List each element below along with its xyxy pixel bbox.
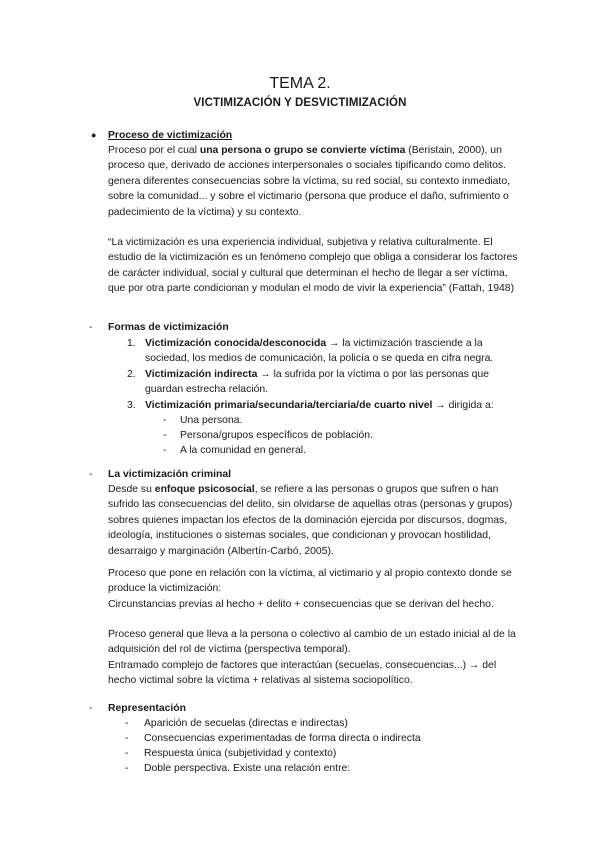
dash-marker: - [163,415,167,426]
list-item [145,398,545,413]
dash-marker: - [89,322,93,333]
list-item [145,367,525,398]
page-title: TEMA 2. [269,75,331,92]
dash-marker: - [125,763,129,774]
list-item-text: → la victimización trasciende a la sociedad, los medios de comunicación, la policía o se queda en cifra negra. [145,338,494,365]
list-item-bold: Victimización conocida/desconocida [145,338,327,349]
list-item-bold: Victimización indirecta [145,369,258,380]
section-paragraph [108,627,526,689]
dash-marker: - [89,469,93,480]
paragraph-text: , se refiere a las personas o grupos que sufren o han sufrido las consecuencias del delito, sin olvidarse de aquellas otras (personas y grupos) sobres quienes impactan los efectos de la dominación ejercida por discursos, dogmas, ideología, instituciones o sistemas sociales, que condicionan y provocan hostilidad, desarraigo y marginación (Albertín-Carbó, 2005). [108,484,513,557]
paragraph-text: Proceso que pone en relación con la víctima, al victimario y al propio contexto donde se produce la victimización: [108,568,512,595]
page-subtitle: VICTIMIZACIÓN Y DESVICTIMIZACIÓN [193,97,407,109]
sub-list-item: A la comunidad en general. [180,445,306,456]
section-paragraph [108,143,526,220]
sub-list-item: Una persona. [180,415,243,426]
section-paragraph [108,482,526,559]
dash-marker: - [125,748,129,759]
list-number: 2. [127,369,136,380]
paragraph-bold-text: una persona o grupo se convierte víctima [199,145,406,156]
paragraph-text: Desde su [108,484,155,495]
bullet-marker: ● [91,130,97,140]
dash-marker: - [163,445,167,456]
paragraph-bold-text: enfoque psicosocial [154,484,255,495]
dash-marker: - [125,733,129,744]
section-title-criminal: La victimización criminal [108,469,231,480]
paragraph-text: Circunstancias previas al hecho + delito + consecuencias que se derivan del hecho. [108,598,494,610]
paragraph-text: (Beristain, 2000), un proceso que, derivado de acciones interpersonales o sociales tipificando como delitos. genera diferentes consecuencias sobre la víctima, su red social, su contexto inmediato, sobre la comunidad... y sobre el victimario (persona que produce el daño, sufrimiento o padecimiento de la víctima) y su contexto. [108,145,510,218]
list-item-text: → dirigida a: [432,400,494,411]
list-number: 1. [127,338,136,349]
paragraph-text: Proceso general que lleva a la persona o colectivo al cambio de un estado inicial al de la adquisición del rol de víctima (perspectiva temporal). [108,629,516,656]
paragraph-text: Entramado complejo de factores que interactúan (secuelas, consecuencias...) → del hecho victimal sobre la víctima + relativas al sistema sociopolítico. [108,659,497,687]
quote-paragraph [108,235,526,297]
list-item-text: → la sufrida por la víctima o por las personas que guardan estrecha relación. [145,369,490,396]
sub-list-item: Persona/grupos específicos de población. [180,430,373,441]
sub-list-item: Doble perspectiva. Existe una relación entre: [144,763,351,774]
quote-text: “La victimización es una experiencia individual, subjetiva y relativa culturalmente. El estudio de la victimización es un fenómeno complejo que obliga a considerar los factores de carácter individual, social y cultural que determinan el hecho de llegar a ser víctima, que por otra parte condicionan y modulan el modo de vivir la experiencia” (Fattah, 1948) [108,237,518,295]
paragraph-text: Proceso por el cual [108,145,200,156]
section-title-proceso: Proceso de victimización [108,130,233,141]
sub-list-item: Aparición de secuelas (directas e indirectas) [144,718,348,729]
sub-list-item: Respuesta única (subjetividad y contexto) [144,748,337,759]
section-paragraph [108,566,526,612]
section-title-formas: Formas de victimización [108,322,229,333]
dash-marker: - [125,718,129,729]
list-item [145,336,525,367]
dash-marker: - [163,430,167,441]
list-item-bold: Victimización primaria/secundaria/terciaria/de cuarto nivel [145,400,433,411]
sub-list-item: Consecuencias experimentadas de forma directa o indirecta [144,733,421,744]
section-title-representacion: Representación [108,703,186,714]
list-number: 3. [127,400,136,411]
dash-marker: - [89,703,93,714]
